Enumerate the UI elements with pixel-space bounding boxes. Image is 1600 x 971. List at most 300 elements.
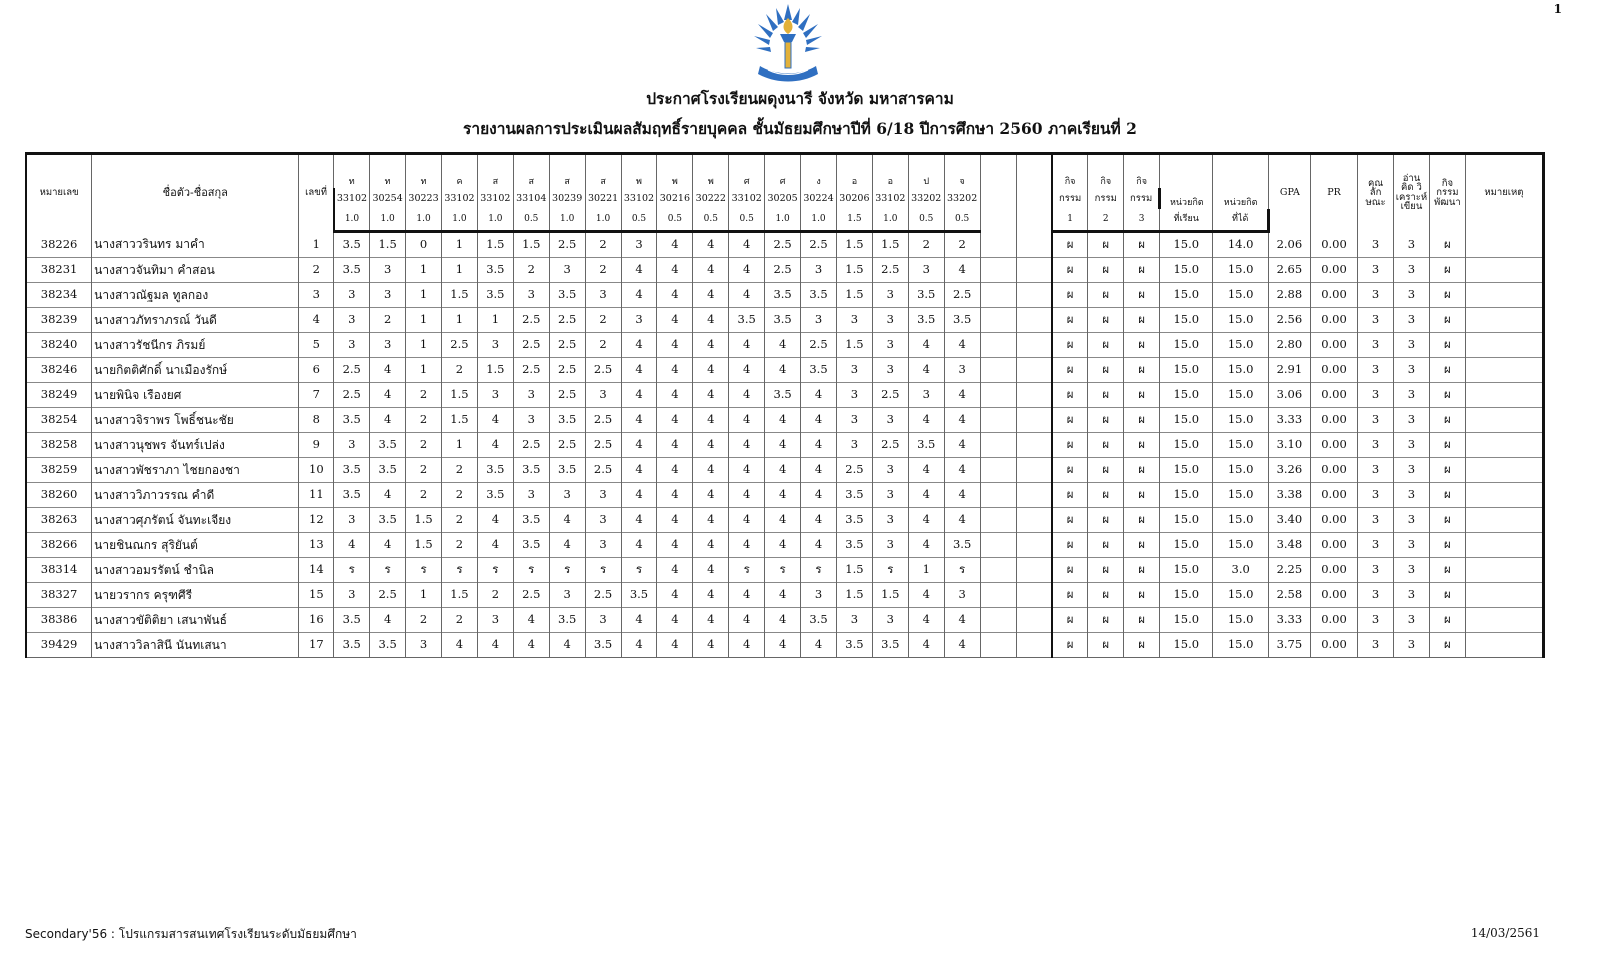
grade-cell: 2: [406, 608, 442, 633]
grade-cell: 3.5: [908, 308, 944, 333]
grade-cell: 4: [513, 633, 549, 658]
credits-earned: 15.0: [1213, 483, 1268, 508]
activity-cell: ผ: [1124, 633, 1160, 658]
grade-cell: 3: [334, 308, 370, 333]
reading-value: 3: [1394, 608, 1430, 633]
header-subject-credit: 0.5: [908, 209, 944, 232]
virtue-value: 3: [1358, 258, 1394, 283]
grade-cell: 4: [621, 383, 657, 408]
grade-cell: 4: [693, 308, 729, 333]
grade-cell: ร: [944, 558, 980, 583]
pr-value: 0.00: [1310, 408, 1357, 433]
grade-cell: 4: [729, 533, 765, 558]
page-number: 1: [1553, 2, 1562, 16]
grade-cell: 3: [908, 383, 944, 408]
dev-activity-value: ผ: [1429, 483, 1465, 508]
pr-value: 0.00: [1310, 333, 1357, 358]
dev-activity-value: ผ: [1429, 558, 1465, 583]
grade-cell: 4: [334, 533, 370, 558]
grade-cell: 4: [944, 433, 980, 458]
seat-number: 10: [299, 458, 334, 483]
grade-cell: 3.5: [477, 458, 513, 483]
grade-cell: 4: [693, 383, 729, 408]
credits-studied: 15.0: [1160, 533, 1213, 558]
grade-cell: 2.5: [585, 458, 621, 483]
grade-cell: 4: [621, 408, 657, 433]
grade-cell: ร: [765, 558, 801, 583]
seat-number: 2: [299, 258, 334, 283]
grade-cell: 2.5: [513, 333, 549, 358]
header-subject-credit: 1.0: [801, 209, 837, 232]
header-reading-line: เคราะห์: [1395, 191, 1428, 203]
activity-cell: ผ: [1124, 583, 1160, 608]
grade-cell: 4: [657, 558, 693, 583]
grade-cell: ร: [801, 558, 837, 583]
header-remarks: หมายเหตุ: [1465, 154, 1543, 232]
grade-cell: 3: [334, 583, 370, 608]
grade-cell: ร: [477, 558, 513, 583]
grade-cell: ร: [513, 558, 549, 583]
activity-cell: ผ: [1052, 533, 1088, 558]
dev-activity-value: ผ: [1429, 608, 1465, 633]
grade-cell: 4: [693, 283, 729, 308]
activity-cell: ผ: [1124, 608, 1160, 633]
empty-cell: [980, 533, 1016, 558]
grade-cell: 4: [657, 433, 693, 458]
reading-value: 3: [1394, 258, 1430, 283]
grade-cell: 4: [765, 533, 801, 558]
grade-cell: 1: [442, 258, 478, 283]
empty-cell: [980, 583, 1016, 608]
student-name: นางสาวศุภรัตน์ จันทะเจียง: [92, 508, 299, 533]
grade-cell: 2: [406, 433, 442, 458]
grade-cell: 3: [334, 283, 370, 308]
grade-cell: 3: [872, 608, 908, 633]
dev-activity-value: ผ: [1429, 232, 1465, 258]
virtue-value: 3: [1358, 583, 1394, 608]
grade-cell: 3.5: [549, 283, 585, 308]
student-name: นางสาวพัชราภา ไชยกองชา: [92, 458, 299, 483]
header-virtue-line: ษณะ: [1365, 196, 1386, 208]
pr-value: 0.00: [1310, 458, 1357, 483]
table-row: [26, 283, 1544, 308]
grade-cell: 3.5: [549, 458, 585, 483]
grade-cell: 3: [477, 608, 513, 633]
grade-cell: 4: [549, 533, 585, 558]
header-reading-line: เขียน: [1400, 201, 1423, 213]
credits-studied: 15.0: [1160, 333, 1213, 358]
grade-cell: 4: [370, 358, 406, 383]
activity-cell: ผ: [1088, 358, 1124, 383]
grade-cell: 4: [370, 483, 406, 508]
reading-value: 3: [1394, 408, 1430, 433]
reading-value: 3: [1394, 358, 1430, 383]
virtue-value: 3: [1358, 358, 1394, 383]
grade-cell: 3: [585, 283, 621, 308]
grade-cell: 4: [944, 608, 980, 633]
grade-cell: 3.5: [477, 258, 513, 283]
grade-cell: 3.5: [334, 232, 370, 258]
remarks-cell: [1465, 558, 1543, 583]
grade-cell: 3: [872, 333, 908, 358]
grade-cell: 3: [872, 283, 908, 308]
grade-cell: ร: [872, 558, 908, 583]
student-id: 38240: [26, 333, 92, 358]
header-subject-group: พ: [621, 154, 657, 189]
grade-cell: 1.5: [442, 408, 478, 433]
grade-cell: 2: [406, 383, 442, 408]
grade-cell: 1: [477, 308, 513, 333]
activity-cell: ผ: [1088, 232, 1124, 258]
empty-cell: [1016, 433, 1052, 458]
grade-cell: 1.5: [872, 232, 908, 258]
seat-number: 3: [299, 283, 334, 308]
remarks-cell: [1465, 633, 1543, 658]
grade-cell: 4: [370, 533, 406, 558]
header-subject-credit: 0.5: [657, 209, 693, 232]
activity-cell: ผ: [1052, 383, 1088, 408]
virtue-value: 3: [1358, 433, 1394, 458]
seat-number: 11: [299, 483, 334, 508]
credits-earned: 15.0: [1213, 633, 1268, 658]
student-id: 38260: [26, 483, 92, 508]
header-activity-num: 2: [1088, 209, 1124, 232]
gpa-value: 3.40: [1268, 508, 1310, 533]
header-subject-credit: 1.5: [836, 209, 872, 232]
grade-cell: 2.5: [334, 358, 370, 383]
grade-cell: 4: [944, 458, 980, 483]
reading-value: 3: [1394, 533, 1430, 558]
grade-cell: 4: [765, 458, 801, 483]
grade-cell: 4: [765, 633, 801, 658]
grade-cell: 4: [944, 383, 980, 408]
activity-cell: ผ: [1124, 383, 1160, 408]
header-subject-code: 30224: [801, 188, 837, 209]
grade-cell: 3: [549, 258, 585, 283]
student-id: 39429: [26, 633, 92, 658]
table-row: [26, 558, 1544, 583]
empty-cell: [1016, 232, 1052, 258]
empty-cell: [980, 508, 1016, 533]
header-activity-mid: กรรม: [1088, 188, 1124, 209]
reading-value: 3: [1394, 232, 1430, 258]
grade-cell: 4: [801, 433, 837, 458]
activity-cell: ผ: [1052, 558, 1088, 583]
grades-table: [25, 152, 1545, 658]
grade-cell: 4: [908, 608, 944, 633]
grade-cell: 4: [729, 508, 765, 533]
grade-cell: 3.5: [334, 483, 370, 508]
grade-cell: 3: [836, 608, 872, 633]
credits-earned: 15.0: [1213, 308, 1268, 333]
grade-cell: 4: [442, 633, 478, 658]
activity-cell: ผ: [1124, 408, 1160, 433]
grade-cell: 2: [585, 232, 621, 258]
grade-cell: 3: [585, 483, 621, 508]
virtue-value: 3: [1358, 333, 1394, 358]
table-row: [26, 232, 1544, 258]
activity-cell: ผ: [1124, 508, 1160, 533]
grade-cell: 3.5: [908, 433, 944, 458]
grade-cell: 1.5: [370, 232, 406, 258]
header-subject-code: 30206: [836, 188, 872, 209]
student-name: นายกิตติศักดิ์ นาเมืองรักษ์: [92, 358, 299, 383]
credits-studied: 15.0: [1160, 558, 1213, 583]
credits-studied: 15.0: [1160, 508, 1213, 533]
header-credits-studied-bottom: ที่เรียน: [1160, 209, 1213, 232]
grade-cell: 3.5: [334, 633, 370, 658]
header-empty-column: [980, 154, 1016, 232]
activity-cell: ผ: [1088, 283, 1124, 308]
seat-number: 17: [299, 633, 334, 658]
header-subject-credit: 1.0: [549, 209, 585, 232]
grade-cell: 2.5: [513, 583, 549, 608]
grade-cell: 4: [801, 633, 837, 658]
grade-cell: 4: [657, 633, 693, 658]
credits-studied: 15.0: [1160, 258, 1213, 283]
grade-cell: 3: [334, 508, 370, 533]
grade-cell: 4: [657, 608, 693, 633]
grade-cell: 4: [944, 508, 980, 533]
grade-cell: 1.5: [836, 333, 872, 358]
grade-cell: 4: [657, 232, 693, 258]
activity-cell: ผ: [1124, 283, 1160, 308]
grade-cell: 4: [765, 583, 801, 608]
remarks-cell: [1465, 608, 1543, 633]
credits-earned: 15.0: [1213, 408, 1268, 433]
grade-cell: 3: [513, 383, 549, 408]
grade-cell: 4: [729, 258, 765, 283]
gpa-value: 3.26: [1268, 458, 1310, 483]
dev-activity-value: ผ: [1429, 633, 1465, 658]
grade-cell: 4: [944, 333, 980, 358]
school-title: ประกาศโรงเรียนผดุงนารี จังหวัด มหาสารคาม: [646, 89, 954, 108]
grade-cell: 2.5: [872, 383, 908, 408]
grade-cell: ร: [406, 558, 442, 583]
grade-cell: 3.5: [549, 608, 585, 633]
activity-cell: ผ: [1088, 258, 1124, 283]
grade-cell: 4: [729, 232, 765, 258]
grade-cell: 3: [334, 433, 370, 458]
grade-cell: 2.5: [801, 232, 837, 258]
grade-cell: 2.5: [513, 433, 549, 458]
dev-activity-value: ผ: [1429, 433, 1465, 458]
grade-cell: 3.5: [334, 458, 370, 483]
grade-cell: 4: [657, 483, 693, 508]
grade-cell: 2.5: [549, 333, 585, 358]
virtue-value: 3: [1358, 608, 1394, 633]
grade-cell: 4: [621, 483, 657, 508]
credits-earned: 15.0: [1213, 333, 1268, 358]
header-subject-code: 30221: [585, 188, 621, 209]
grade-cell: 3: [585, 383, 621, 408]
header-subject-code: 30239: [549, 188, 585, 209]
empty-cell: [1016, 483, 1052, 508]
grade-cell: 4: [477, 508, 513, 533]
credits-earned: 15.0: [1213, 358, 1268, 383]
header-subject-code: 33102: [442, 188, 478, 209]
grade-cell: 3.5: [621, 583, 657, 608]
credits-earned: 15.0: [1213, 533, 1268, 558]
grade-cell: 3: [836, 308, 872, 333]
dev-activity-value: ผ: [1429, 383, 1465, 408]
header-virtue-line: คุณ: [1367, 177, 1384, 189]
header-credits-earned-bottom: ที่ได้: [1213, 209, 1268, 232]
grade-cell: 2.5: [585, 583, 621, 608]
header-subject-group: พ: [657, 154, 693, 189]
grade-cell: 2: [585, 308, 621, 333]
grade-cell: 4: [765, 483, 801, 508]
activity-cell: ผ: [1124, 232, 1160, 258]
credits-studied: 15.0: [1160, 408, 1213, 433]
seat-number: 9: [299, 433, 334, 458]
remarks-cell: [1465, 583, 1543, 608]
student-name: นางสาวณัฐมล ทูลกอง: [92, 283, 299, 308]
grade-cell: 3: [908, 258, 944, 283]
header-subject-group: ท: [406, 154, 442, 189]
header-activity-mid: กรรม: [1052, 188, 1088, 209]
header-subject-group: ศ: [729, 154, 765, 189]
grade-cell: 2: [442, 508, 478, 533]
activity-cell: ผ: [1052, 308, 1088, 333]
grade-cell: 4: [729, 358, 765, 383]
school-logo-icon: [746, 0, 830, 86]
student-id: 38266: [26, 533, 92, 558]
reading-value: 3: [1394, 283, 1430, 308]
virtue-value: 3: [1358, 308, 1394, 333]
grade-cell: 2.5: [549, 383, 585, 408]
grade-cell: 2: [442, 608, 478, 633]
dev-activity-value: ผ: [1429, 583, 1465, 608]
header-subject-credit: 1.0: [765, 209, 801, 232]
grade-cell: 4: [765, 508, 801, 533]
grade-cell: 1.5: [477, 358, 513, 383]
grade-cell: 3: [370, 283, 406, 308]
grade-cell: 3: [872, 408, 908, 433]
header-subject-code: 33102: [477, 188, 513, 209]
grade-cell: 2.5: [585, 408, 621, 433]
pr-value: 0.00: [1310, 533, 1357, 558]
table-row: [26, 583, 1544, 608]
grade-cell: 4: [765, 333, 801, 358]
grade-cell: 4: [370, 408, 406, 433]
header-subject-code: 33102: [334, 188, 370, 209]
virtue-value: 3: [1358, 458, 1394, 483]
credits-studied: 15.0: [1160, 232, 1213, 258]
grade-cell: 4: [621, 608, 657, 633]
pr-value: 0.00: [1310, 508, 1357, 533]
grade-cell: 4: [621, 458, 657, 483]
empty-cell: [1016, 283, 1052, 308]
grade-cell: 4: [765, 358, 801, 383]
grade-cell: 4: [944, 483, 980, 508]
grade-cell: 4: [693, 608, 729, 633]
grade-cell: 4: [477, 633, 513, 658]
student-id: 38239: [26, 308, 92, 333]
header-subject-code: 33102: [621, 188, 657, 209]
grade-cell: 4: [908, 508, 944, 533]
grade-cell: 3: [621, 308, 657, 333]
header-subject-credit: 1.0: [477, 209, 513, 232]
student-name: นายชินณกร สุริยันต์: [92, 533, 299, 558]
grade-cell: 4: [908, 333, 944, 358]
seat-number: 7: [299, 383, 334, 408]
grade-cell: 4: [621, 533, 657, 558]
empty-cell: [1016, 408, 1052, 433]
gpa-value: 3.06: [1268, 383, 1310, 408]
grade-cell: 4: [765, 433, 801, 458]
grade-cell: 4: [549, 633, 585, 658]
virtue-value: 3: [1358, 558, 1394, 583]
credits-earned: 15.0: [1213, 458, 1268, 483]
gpa-value: 2.91: [1268, 358, 1310, 383]
header-subject-group: ศ: [765, 154, 801, 189]
grade-cell: 4: [729, 283, 765, 308]
reading-value: 3: [1394, 333, 1430, 358]
header-activity-top: กิจ: [1052, 154, 1088, 189]
activity-cell: ผ: [1088, 558, 1124, 583]
activity-cell: ผ: [1052, 258, 1088, 283]
grade-cell: 3.5: [836, 633, 872, 658]
header-gpa: GPA: [1268, 154, 1310, 232]
activity-cell: ผ: [1124, 358, 1160, 383]
student-name: นางสาวภัทราภรณ์ วันดี: [92, 308, 299, 333]
grade-cell: ร: [729, 558, 765, 583]
remarks-cell: [1465, 232, 1543, 258]
student-name: นางสาวจิราพร โพธิ์ชนะชัย: [92, 408, 299, 433]
gpa-value: 3.33: [1268, 608, 1310, 633]
header-subject-group: ง: [801, 154, 837, 189]
grade-cell: 1: [442, 232, 478, 258]
grade-cell: 3: [944, 358, 980, 383]
gpa-value: 2.88: [1268, 283, 1310, 308]
footer-date: 14/03/2561: [1470, 926, 1540, 940]
grade-cell: 1.5: [836, 583, 872, 608]
header-subject-code: 33202: [908, 188, 944, 209]
grade-cell: 3.5: [370, 508, 406, 533]
grade-cell: 4: [549, 508, 585, 533]
dev-activity-value: ผ: [1429, 333, 1465, 358]
activity-cell: ผ: [1088, 408, 1124, 433]
grade-cell: 1.5: [872, 583, 908, 608]
grade-cell: 4: [657, 408, 693, 433]
student-name: นายวรากร ครุฑศีรี: [92, 583, 299, 608]
grade-cell: 4: [801, 408, 837, 433]
grade-cell: 4: [657, 508, 693, 533]
empty-cell: [980, 358, 1016, 383]
grade-cell: 3: [549, 483, 585, 508]
grade-cell: 1.5: [442, 583, 478, 608]
grade-cell: 4: [765, 408, 801, 433]
header-subject-code: 30254: [370, 188, 406, 209]
reading-value: 3: [1394, 583, 1430, 608]
grade-cell: 3.5: [370, 458, 406, 483]
grade-cell: 4: [729, 333, 765, 358]
header-activity-num: 3: [1124, 209, 1160, 232]
pr-value: 0.00: [1310, 383, 1357, 408]
grade-cell: 3: [585, 608, 621, 633]
grade-cell: 1.5: [442, 383, 478, 408]
header-subject-group: ส: [513, 154, 549, 189]
grade-cell: 4: [908, 408, 944, 433]
grade-cell: 1: [406, 258, 442, 283]
grade-cell: 3: [872, 533, 908, 558]
grade-cell: 3: [801, 308, 837, 333]
activity-cell: ผ: [1052, 608, 1088, 633]
grade-cell: 4: [370, 383, 406, 408]
empty-cell: [1016, 583, 1052, 608]
student-name: นางสาวรัชนีกร ภิรมย์: [92, 333, 299, 358]
